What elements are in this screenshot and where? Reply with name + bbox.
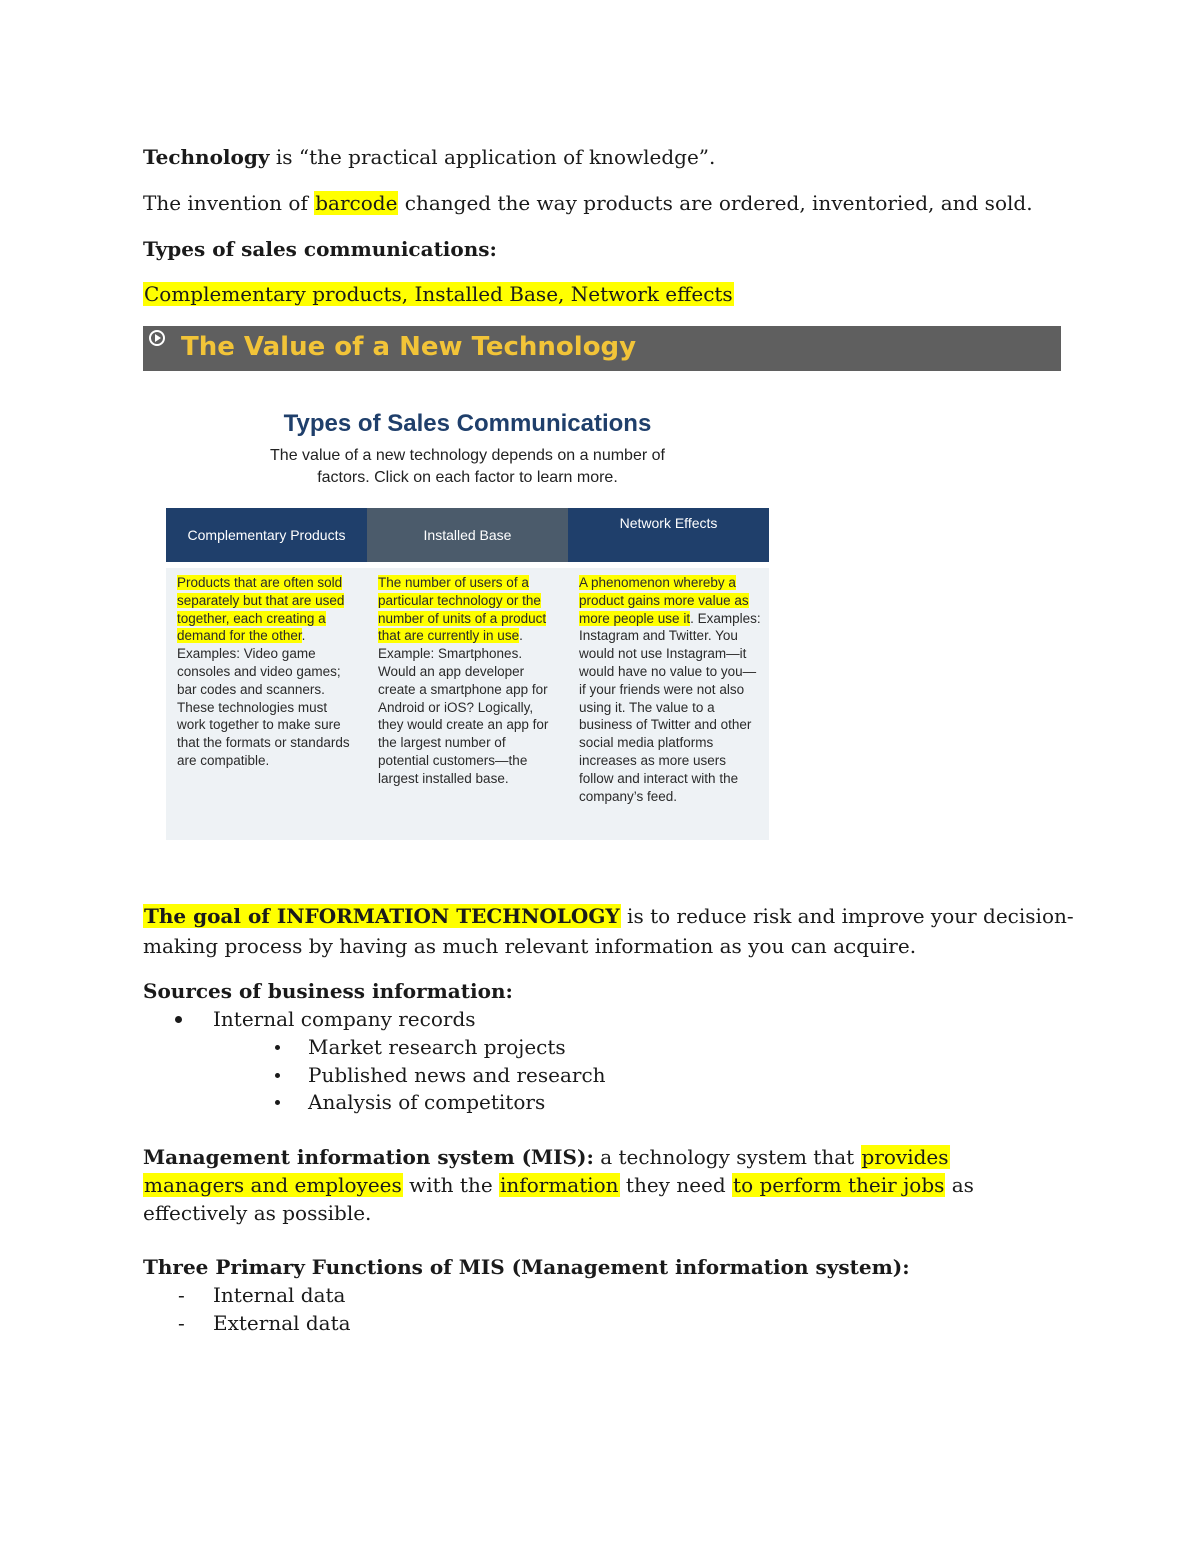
mis-line2 bbox=[143, 1171, 974, 1199]
bullet-dot bbox=[275, 1045, 280, 1050]
types-heading: Types of sales communications: bbox=[143, 237, 497, 261]
technology-definition bbox=[143, 143, 715, 171]
mis-highlight-jobs: to perform their jobs bbox=[733, 1173, 945, 1197]
bullet-dot bbox=[275, 1073, 280, 1078]
installed-highlight: The number of users of a particular technology or the number of units of a product that are currently in use bbox=[378, 575, 547, 644]
complementary-products-text bbox=[166, 568, 367, 840]
mis-line1 bbox=[143, 1143, 950, 1171]
network-effects-text bbox=[568, 568, 769, 840]
functions-item-2: External data bbox=[213, 1311, 351, 1335]
sources-sub-item-3: Analysis of competitors bbox=[308, 1090, 546, 1114]
bullet-dot bbox=[275, 1100, 280, 1105]
barcode-pre: The invention of bbox=[143, 191, 315, 215]
it-goal-line1 bbox=[143, 902, 1074, 930]
mis-highlight-provides: provides bbox=[861, 1145, 949, 1169]
bullet-dot bbox=[175, 1016, 182, 1023]
play-icon bbox=[149, 330, 165, 346]
complementary-rest: . Examples: Video game consoles and video games; bar codes and scanners. These technologies must work together to make sure that the formats or standards are compatible. bbox=[177, 628, 350, 768]
dash-marker: - bbox=[178, 1283, 185, 1307]
it-goal-highlight: The goal of INFORMATION TECHNOLOGY bbox=[144, 904, 620, 928]
graphic-subtitle bbox=[166, 445, 769, 489]
functions-heading: Three Primary Functions of MIS (Management information system): bbox=[143, 1255, 910, 1279]
it-goal-rest: is to reduce risk and improve your decision- bbox=[620, 904, 1074, 928]
tab-network-effects[interactable]: Network Effects bbox=[568, 508, 769, 562]
types-list bbox=[143, 280, 734, 308]
factor-tabs bbox=[166, 508, 769, 562]
factor-descriptions bbox=[166, 568, 769, 840]
types-list-highlight: Complementary products, Installed Base, Network effects bbox=[144, 282, 733, 306]
mis-text-4: as bbox=[945, 1173, 974, 1197]
complementary-highlight: Products that are often sold separately but that are used together, each creating a demand for the other bbox=[177, 575, 345, 644]
dash-marker: - bbox=[178, 1311, 185, 1335]
installed-rest: . Example: Smartphones. Would an app developer create a smartphone app for Android or iOS? Logically, they would create an app for the largest number of potential customers—the largest installed base. bbox=[378, 628, 549, 786]
value-banner bbox=[143, 326, 1061, 371]
graphic-title: Types of Sales Communications bbox=[283, 410, 652, 437]
graphic-subtitle-line1: The value of a new technology depends on a number of bbox=[270, 447, 665, 464]
tab-installed-base[interactable]: Installed Base bbox=[367, 508, 568, 562]
sources-sub-item-1: Market research projects bbox=[308, 1035, 566, 1059]
mis-highlight-information: information bbox=[500, 1173, 619, 1197]
graphic-subtitle-line2: factors. Click on each factor to learn more. bbox=[317, 469, 618, 486]
barcode-post: changed the way products are ordered, inventoried, and sold. bbox=[398, 191, 1033, 215]
network-rest: . Examples: Instagram and Twitter. You would not use Instagram—it would have no value to you—if your friends were not also using it. The value to a business of Twitter and other social media platforms increases as more users follow and interact with the company’s feed. bbox=[579, 610, 761, 804]
it-goal-line2: making process by having as much relevant information as you can acquire. bbox=[143, 934, 917, 958]
sources-sub-item-2: Published news and research bbox=[308, 1063, 606, 1087]
mis-text-1: a technology system that bbox=[593, 1145, 861, 1169]
barcode-highlight: barcode bbox=[315, 191, 398, 215]
technology-term: Technology bbox=[143, 145, 270, 169]
sources-top-item: Internal company records bbox=[213, 1007, 476, 1031]
sources-heading: Sources of business information: bbox=[143, 979, 513, 1003]
mis-text-2: with the bbox=[402, 1173, 500, 1197]
barcode-sentence bbox=[143, 189, 1033, 217]
banner-title: The Value of a New Technology bbox=[181, 332, 637, 362]
installed-base-text bbox=[367, 568, 568, 840]
network-highlight: A phenomenon whereby a product gains more value as more people use it bbox=[579, 575, 749, 626]
technology-def: is “the practical application of knowledge”. bbox=[269, 145, 716, 169]
mis-term: Management information system (MIS): bbox=[143, 1145, 594, 1169]
mis-text-3: they need bbox=[619, 1173, 733, 1197]
mis-highlight-managers: managers and employees bbox=[144, 1173, 402, 1197]
tab-complementary-products[interactable]: Complementary Products bbox=[166, 508, 367, 562]
functions-item-1: Internal data bbox=[213, 1283, 346, 1307]
mis-line3: effectively as possible. bbox=[143, 1201, 372, 1225]
